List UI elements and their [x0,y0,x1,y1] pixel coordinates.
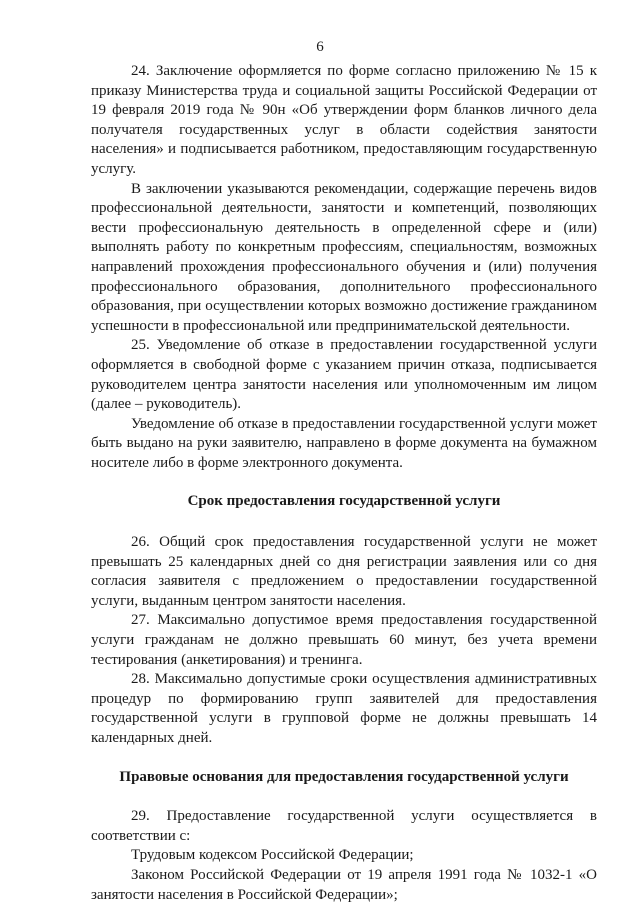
page-number: 6 [316,39,324,55]
paragraph-24-recommendations: В заключении указываются рекомендации, содержащие перечень видов профессиональной деятельности, занятости и компетенций, позволяющих вести профессиональную деятельность в определенной сфере и (или) выполнять работу по конкретным профессиям, специальностям, возможных направлений прохождения профессионального обучения и (или) получения профессионального образования, дополнительного профессионального образования, при осуществлении которых возможно достижение гражданином успешности в профессиональной или предпринимательской деятельности. [91,180,597,334]
document-body [91,62,597,905]
paragraph-26: 26. Общий срок предоставления государственной услуги не может превышать 25 календарных дней со дня регистрации заявления или со дня согласия заявителя с предложением о предоставлении государственной услуги, выданным центром занятости населения. [91,534,597,609]
paragraph-25: 25. Уведомление об отказе в предоставлении государственной услуги оформляется в свободной форме с указанием причин отказа, подписывается руководителем центра занятости населения или уполномоченным им лицом (далее – руководитель). [91,337,597,413]
legal-basis-item-employment-law: Законом Российской Федерации от 19 апреля 1991 года № 1032-1 «О занятости населения в Российской Федерации»; [91,866,597,903]
paragraph-24: 24. Заключение оформляется по форме согласно приложению № 15 к приказу Министерства труда и социальной защиты Российской Федерации от 19 февраля 2019 года № 90н «Об утверждении форм бланков личного дела получателя государственных услуг в области содействия занятости населения» и подписывается работником, предоставляющим государственную услугу. [91,63,597,177]
paragraph-27: 27. Максимально допустимое время предоставления государственной услуги гражданам не должно превышать 60 минут, без учета времени тестирования (анкетирования) и тренинга. [91,612,597,668]
paragraph-25-notice-delivery: Уведомление об отказе в предоставлении государственной услуги может быть выдано на руки заявителю, направлено в форме документа на бумажном носителе либо в форме электронного документа. [91,415,597,471]
legal-basis-item-labor-code: Трудовым кодексом Российской Федерации; [131,847,414,864]
paragraph-28: 28. Максимально допустимые сроки осуществления административных процедур по формированию групп заявителей для предоставления государственной услуги в групповой форме не должны превышать 14 календарных дней. [91,671,597,746]
paragraph-29: 29. Предоставление государственной услуги осуществляется в соответствии с: [91,808,597,844]
section-heading-legal-basis: Правовые основания для предоставления государственной услуги [119,768,569,785]
section-heading-term: Срок предоставления государственной услуги [187,493,501,510]
